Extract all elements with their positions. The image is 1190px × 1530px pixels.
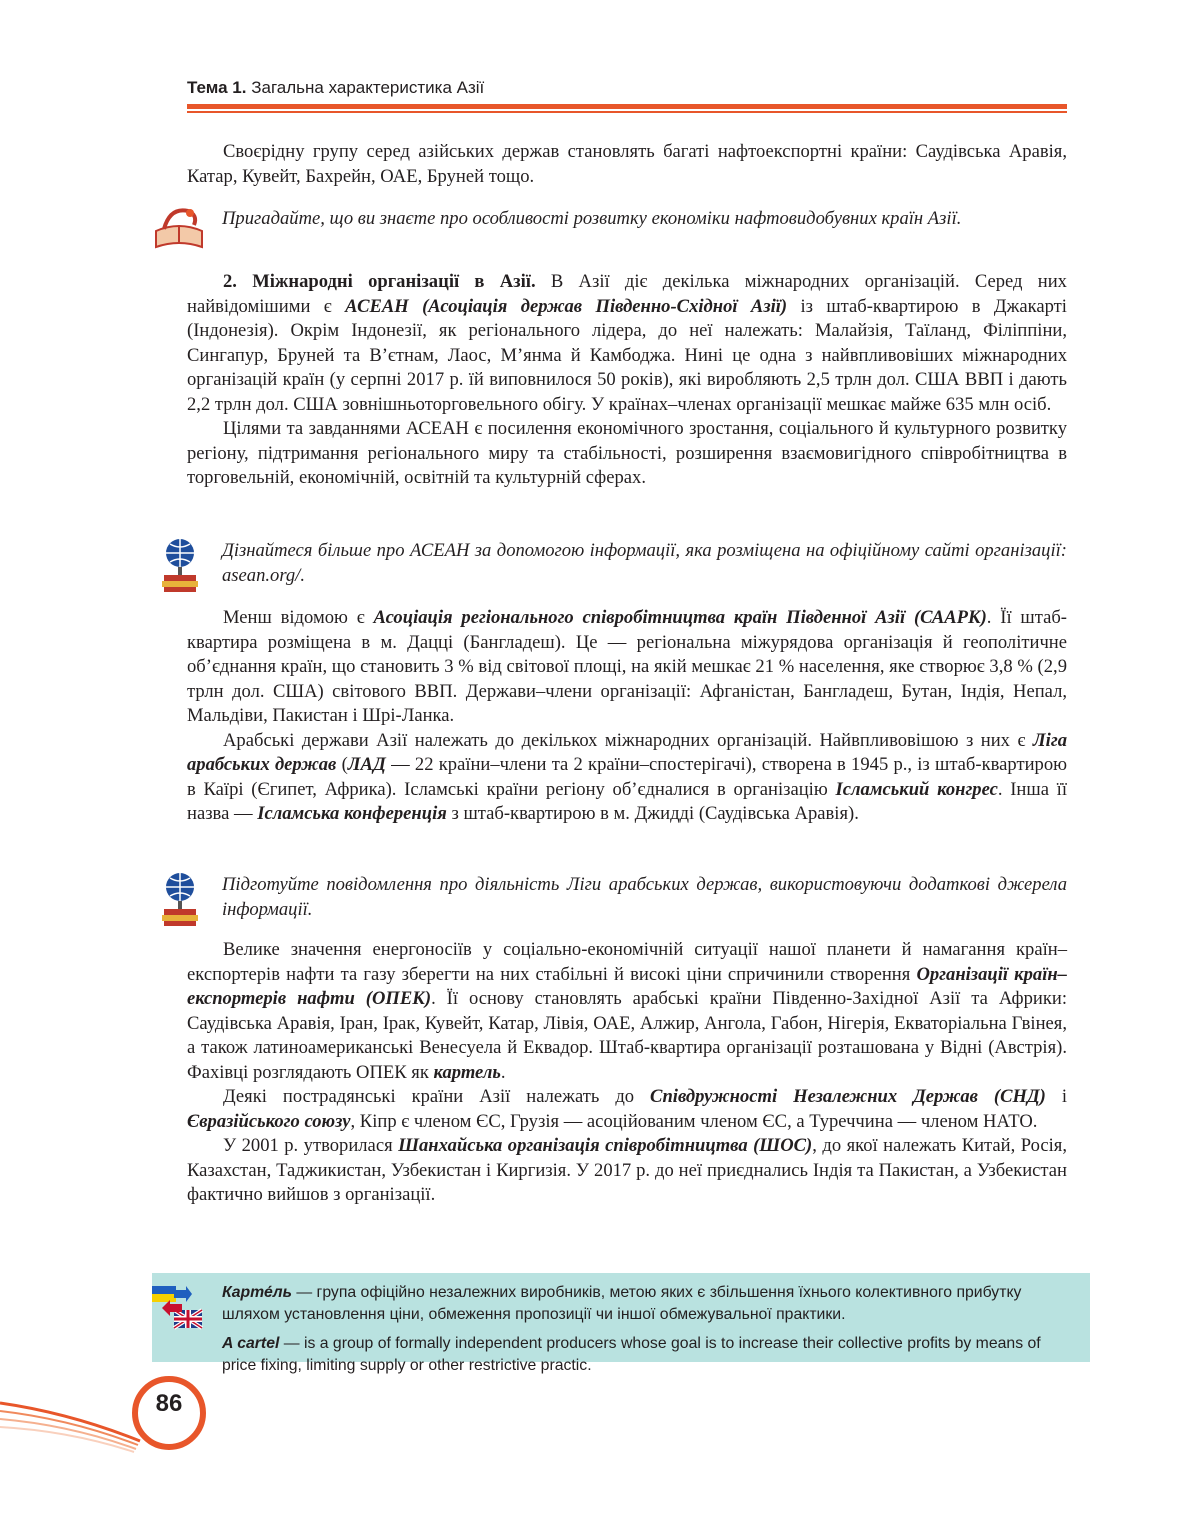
- header-rule: [187, 104, 1067, 109]
- ua-uk-flags-icon: [152, 1284, 204, 1332]
- paragraph-opec: Велике значення енергоносіїв у соціально-економічній ситуації нашої планети й намагання країн–експортерів нафти та газу зберегти на них стабільні й високі ціни спричинили створення Організації країн–експортерів нафти (ОПЕК). Її основу становлять арабські країни Південно-Західної Азії та Африки: Саудівська Аравія, Іран, Ірак, Кувейт, Катар, Лівія, ОАЕ, Алжир, Ангола, Габон, Нігерія, Екваторіальна Гвінея, а також латиноамериканські Венесуела й Еквадор. Штаб-квартира організації розташована у Відні (Австрія). Фахівці розглядають ОПЕК як картель.: [187, 939, 1067, 1083]
- definition-en-term: A cartel: [222, 1335, 280, 1352]
- term-opec: Організації країн–експортерів нафти (ОПЕК): [187, 963, 1067, 1009]
- term-cartel: картель: [433, 1061, 501, 1083]
- section-saarc-arab: [187, 606, 1067, 827]
- section-international-organizations: [187, 270, 1067, 491]
- term-eurasian-union: Євразійського союзу: [187, 1110, 351, 1132]
- topic-title: Загальна характеристика Азії: [251, 78, 485, 97]
- term-cis: Співдружності Незалежних Держав (СНД): [650, 1086, 1046, 1107]
- term-islamic-conference: Ісламська конференція: [257, 803, 447, 824]
- paragraph-asean-goals: Цілями та завданнями АСЕАН є посилення економічного зростання, соціального й культурного розвитку регіону, підтримання регіонального миру та стабільності, розширення взаємовигідного співробітництва в торговельній, економічній, освітній та культурній сферах.: [187, 418, 1067, 488]
- paragraph-arab-league: Арабські держави Азії належать до декількох міжнародних організацій. Найвпливовішою з них є Ліга арабських держав (ЛАД — 22 країни–члени та 2 країни–спостерігачі), створена в 1945 р., із штаб-квартирою в Каїрі (Єгипет, Африка). Ісламські країни регіону об’єдналися в організацію Ісламський конгрес. Інша її назва — Ісламська конференція з штаб-квартирою в м. Джидді (Саудівська Аравія).: [187, 729, 1068, 824]
- page-header: [187, 78, 484, 98]
- note-prepare-report: Підготуйте повідомлення про діяльність Ліги арабських держав, використовуючи додаткові джерела інформації.: [222, 874, 1067, 920]
- definition-ua: Карте́ль — група офіційно незалежних виробників, метою яких є збільшення їхнього колективного прибутку шляхом установлення ціни, обмеження пропозиції чи іншої обмежувальної практики.: [222, 1284, 1022, 1323]
- term-islamic-congress: Ісламський конгрес: [835, 778, 998, 800]
- page-swoosh-decoration: [0, 1395, 150, 1455]
- section-opec-cis-sco: [187, 938, 1067, 1208]
- page-number: 86: [155, 1390, 183, 1417]
- term-arab-league: Ліга арабських держав: [187, 729, 1067, 775]
- paragraph-oil-exporters: Своєрідну групу серед азійських держав становлять багаті нафтоекспортні країни: Саудівська Аравія, Катар, Кувейт, Бахрейн, ОАЕ, Бруней тощо.: [187, 141, 1067, 187]
- section-heading: 2. Міжнародні організації в Азії.: [223, 271, 536, 292]
- note-learn-more: Дізнайтеся більше про АСЕАН за допомогою інформації, яка розміщена на офіційному сайті організації: asean.org/.: [222, 540, 1067, 586]
- definition-ua-term: Карте́ль: [222, 1284, 292, 1301]
- paragraph-cis: Деякі пострадянські країни Азії належать до Співдружності Незалежних Держав (СНД) і Євразійського союзу, Кіпр є членом ЄС, Грузія — асоційованим членом ЄС, а Туреччина — членом НАТО.: [187, 1086, 1067, 1132]
- definition-en: A cartel — is a group of formally independent producers whose goal is to increase their collective profits by means of price fixing, limiting supply or other restrictive practic.: [222, 1335, 1041, 1374]
- topic-label: Тема 1.: [187, 78, 247, 97]
- term-sco: Шанхайська організація співробітництва (ШОС): [398, 1135, 813, 1156]
- globe-books-icon: [158, 870, 202, 928]
- globe-books-icon: [158, 536, 202, 594]
- paragraph-asean: 2. Міжнародні організації в Азії. В Азії діє декілька міжнародних організацій. Серед них найвідомішими є АСЕАН (Асоціація держав Південно-Східної Азії) із штаб-квартирою в Джакарті (Індонезія). Окрім Індонезії, як регіонального лідера, до неї належать: Малайзія, Таїланд, Філіппіни, Сингапур, Бруней та В’єтнам, Лаос, М’янма й Камбоджа. Нині це одна з найвпливовіших міжнародних організацій країн (у серпні 2017 р. їй виповнилося 50 років), які виробляють 2,5 трлн дол. США ВВП і дають 2,2 трлн дол. США зовнішньоторговельного обігу. У країнах–членах організації мешкає майже 635 млн осіб.: [187, 271, 1067, 415]
- term-saarc: Асоціація регіонального співробітництва країн Південної Азії (СААРК): [373, 607, 987, 628]
- paragraph-sco: У 2001 р. утворилася Шанхайська організація співробітництва (ШОС), до якої належать Китай, Росія, Казахстан, Таджикистан, Узбекистан і Киргизія. У 2017 р. до неї приєднались Індія та Пакистан, а Узбекистан фактично вийшов з організації.: [187, 1135, 1067, 1205]
- remember-book-icon: [150, 201, 208, 253]
- paragraph-saarc: Менш відомою є Асоціація регіонального співробітництва країн Південної Азії (СААРК). Її штаб-квартира розміщена в м. Дацці (Бангладеш). Це — регіональна міжурядова організація й геополітичне об’єднання країн, що становить 3 % від світової площі, на якій мешкає 21 % населення, яке створює 3,8 % (2,9 трлн дол. США) світового ВВП. Держави–члени організації: Афганістан, Бангладеш, Бутан, Індія, Непал, Мальдіви, Пакистан і Шрі-Ланка.: [187, 607, 1067, 726]
- note-remember: Пригадайте, що ви знаєте про особливості розвитку економіки нафтовидобувних країн Азії.: [222, 208, 962, 229]
- term-asean: АСЕАН (Асоціація держав Південно-Східної Азії): [345, 295, 788, 317]
- header-rule-thin: [187, 111, 1067, 113]
